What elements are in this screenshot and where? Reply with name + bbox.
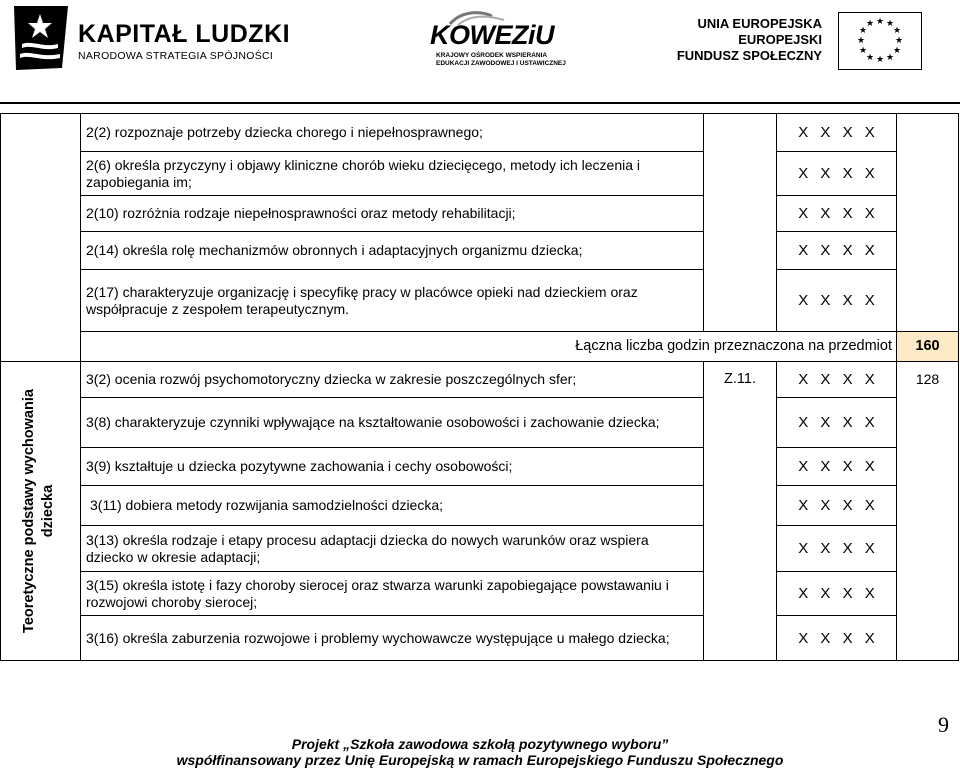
marks-cell: X X X X	[777, 362, 897, 398]
hours-cell-empty	[897, 114, 959, 332]
learning-outcome: 3(9) kształtuje u dziecka pozytywne zachowania i cechy osobowości;	[81, 448, 704, 486]
table-row	[1, 486, 959, 526]
svg-text:★: ★	[894, 36, 904, 46]
table-row	[1, 572, 959, 616]
subject-hours: 128	[897, 362, 959, 661]
subject-title: Teoretyczne podstawy wychowania dziecka	[21, 389, 56, 633]
marks-cell: X X X X	[777, 270, 897, 332]
total-hours-value: 160	[897, 332, 959, 362]
table-row	[1, 448, 959, 486]
eu-text	[677, 16, 822, 64]
kapital-ludzki-flag-icon	[12, 4, 70, 72]
table-row	[1, 152, 959, 196]
code-cell-empty	[704, 114, 777, 332]
learning-outcome: 2(6) określa przyczyny i objawy kliniczne chorób wieku dziecięcego, metody ich leczenia i zapobiegania im;	[81, 152, 704, 196]
svg-text:★: ★	[858, 26, 868, 36]
summary-row	[1, 332, 959, 362]
learning-outcome: 3(15) określa istotę i fazy choroby sierocej oraz stwarza warunki zapobiegające powstawaniu i rozwojowi choroby sierocej;	[81, 572, 704, 616]
table-row	[1, 398, 959, 448]
learning-outcome: 2(14) określa rolę mechanizmów obronnych i adaptacyjnych organizmu dziecka;	[81, 232, 704, 270]
svg-text:★: ★	[856, 36, 866, 46]
table-row	[1, 362, 959, 398]
marks-cell: X X X X	[777, 448, 897, 486]
learning-outcome: 3(13) określa rodzaje i etapy procesu adaptacji dziecka do nowych warunków oraz wspiera dziecko w okresie adaptacji;	[81, 526, 704, 572]
subject-cell-empty	[1, 114, 81, 362]
learning-outcome: 2(17) charakteryzuje organizację i specyfikę pracy w placówce opieki nad dzieckiem oraz współpracuje z zespołem terapeutycznym.	[81, 270, 704, 332]
svg-text:★: ★	[885, 19, 895, 29]
learning-outcome: 2(10) rozróżnia rodzaje niepełnosprawności oraz metody rehabilitacji;	[81, 196, 704, 232]
qualification-code: Z.11.	[704, 362, 777, 661]
svg-text:★: ★	[858, 46, 868, 56]
table-row	[1, 526, 959, 572]
svg-text:★: ★	[875, 55, 885, 65]
page-header	[0, 0, 960, 100]
eu-logo	[676, 10, 930, 72]
table-row	[1, 196, 959, 232]
marks-cell: X X X X	[777, 526, 897, 572]
eu-line3: FUNDUSZ SPOŁECZNY	[676, 48, 822, 63]
svg-text:★: ★	[875, 17, 885, 27]
table-row	[1, 270, 959, 332]
eu-line1: UNIA EUROPEJSKA	[697, 16, 822, 31]
marks-cell: X X X X	[777, 232, 897, 270]
kapital-ludzki-logo	[12, 4, 291, 74]
subject-cell	[1, 362, 81, 661]
header-divider	[0, 102, 960, 104]
eu-line2: EUROPEJSKI	[738, 32, 822, 47]
table-row	[1, 616, 959, 661]
koweziu-logo	[428, 10, 566, 74]
marks-cell: X X X X	[777, 114, 897, 152]
koweziu-subtitle-line2: EDUKACJI ZAWODOWEJ I USTAWICZNEJ	[436, 60, 566, 67]
koweziu-subtitle-line1: KRAJOWY OŚRODEK WSPIERANIA	[436, 52, 548, 59]
learning-outcome: 2(2) rozpoznaje potrzeby dziecka chorego i niepełnosprawnego;	[81, 114, 704, 152]
koweziu-title: KOWEZiU	[430, 20, 554, 50]
eu-flag-icon	[838, 12, 922, 70]
learning-outcome: 3(11) dobiera metody rozwijania samodzielności dziecka;	[81, 486, 704, 526]
page-number: 9	[938, 712, 949, 737]
footer-project-line: Projekt „Szkoła zawodowa szkołą pozytywnego wyboru”	[291, 736, 669, 752]
svg-text:★: ★	[885, 53, 895, 63]
learning-outcome: 3(16) określa zaburzenia rozwojowe i problemy wychowawcze występujące u małego dziecka;	[81, 616, 704, 661]
marks-cell: X X X X	[777, 196, 897, 232]
kapital-ludzki-title: KAPITAŁ LUDZKI	[78, 20, 291, 48]
svg-text:★: ★	[865, 19, 875, 29]
marks-cell: X X X X	[777, 572, 897, 616]
total-hours-label: Łączna liczba godzin przeznaczona na przedmiot	[81, 332, 897, 362]
marks-cell: X X X X	[777, 398, 897, 448]
svg-text:★: ★	[865, 53, 875, 63]
marks-cell: X X X X	[777, 616, 897, 661]
marks-cell: X X X X	[777, 152, 897, 196]
marks-cell: X X X X	[777, 486, 897, 526]
table-row	[1, 232, 959, 270]
learning-outcome: 3(8) charakteryzuje czynniki wpływające na kształtowanie osobowości i zachowanie dziecka;	[81, 398, 704, 448]
footer-funding-line: współfinansowany przez Unię Europejską w ramach Europejskiego Funduszu Społecznego	[176, 752, 784, 768]
svg-text:★: ★	[892, 46, 902, 56]
table-row	[1, 114, 959, 152]
curriculum-table	[0, 113, 959, 661]
kapital-ludzki-subtitle: NARODOWA STRATEGIA SPÓJNOŚCI	[78, 50, 274, 62]
svg-text:★: ★	[892, 26, 902, 36]
koweziu-subtitle	[436, 52, 566, 68]
learning-outcome: 3(2) ocenia rozwój psychomotoryczny dziecka w zakresie poszczególnych sfer;	[81, 362, 704, 398]
page-footer	[0, 736, 960, 768]
